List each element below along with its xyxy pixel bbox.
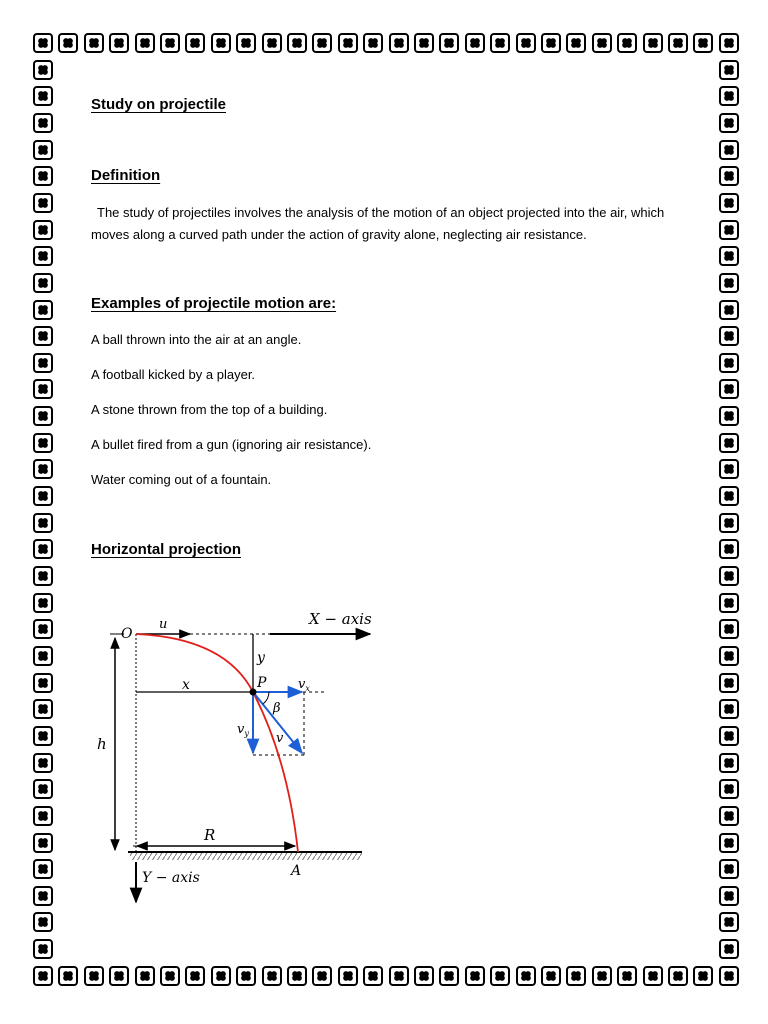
border-tile xyxy=(58,33,78,53)
border-tile xyxy=(541,966,561,986)
border-tile xyxy=(719,566,739,586)
example-item: A stone thrown from the top of a building. xyxy=(91,402,328,417)
border-tile xyxy=(33,193,53,213)
border-tile xyxy=(33,886,53,906)
border-tile xyxy=(236,33,256,53)
definition-text: The study of projectiles involves the analysis of the motion of an object projected into the air, which moves along a curved path under the action of gravity alone, neglecting air resistance. xyxy=(91,205,665,242)
border-tile xyxy=(719,486,739,506)
border-tile xyxy=(719,273,739,293)
border-tile xyxy=(719,326,739,346)
example-item: A bullet fired from a gun (ignoring air resistance). xyxy=(91,437,372,452)
v-label: v xyxy=(276,731,284,746)
border-tile xyxy=(719,619,739,639)
border-tile xyxy=(33,140,53,160)
border-tile xyxy=(719,833,739,853)
border-tile xyxy=(338,966,358,986)
border-tile xyxy=(719,193,739,213)
border-tile xyxy=(719,593,739,613)
h-label: h xyxy=(97,735,107,753)
border-tile xyxy=(363,33,383,53)
border-tile xyxy=(490,33,510,53)
border-tile xyxy=(84,33,104,53)
border-tile xyxy=(33,220,53,240)
border-tile xyxy=(33,939,53,959)
border-tile xyxy=(643,966,663,986)
border-tile xyxy=(338,33,358,53)
border-tile xyxy=(33,60,53,80)
border-tile xyxy=(33,113,53,133)
beta-label: β xyxy=(273,701,281,716)
border-tile xyxy=(312,966,332,986)
border-tile xyxy=(33,806,53,826)
border-tile xyxy=(33,273,53,293)
border-tile xyxy=(643,33,663,53)
border-tile xyxy=(719,113,739,133)
border-tile xyxy=(33,833,53,853)
border-tile xyxy=(160,33,180,53)
border-tile xyxy=(719,60,739,80)
border-tile xyxy=(719,433,739,453)
a-label: A xyxy=(291,863,302,879)
origin-label: O xyxy=(121,626,133,642)
border-tile xyxy=(414,966,434,986)
border-tile xyxy=(693,966,713,986)
border-tile xyxy=(719,86,739,106)
border-tile xyxy=(33,33,53,53)
border-tile xyxy=(389,966,409,986)
border-tile xyxy=(719,220,739,240)
examples-heading: Examples of projectile motion are: xyxy=(91,295,337,312)
border-tile xyxy=(719,513,739,533)
border-tile xyxy=(719,459,739,479)
border-tile xyxy=(33,326,53,346)
border-tile xyxy=(439,966,459,986)
border-tile xyxy=(84,966,104,986)
beta-arc xyxy=(263,692,269,704)
border-tile xyxy=(262,966,282,986)
border-tile xyxy=(33,513,53,533)
border-tile xyxy=(719,806,739,826)
border-tile xyxy=(287,33,307,53)
example-item: Water coming out of a fountain. xyxy=(91,472,272,487)
border-tile xyxy=(33,379,53,399)
border-tile xyxy=(719,166,739,186)
border-tile xyxy=(719,246,739,266)
border-tile xyxy=(617,966,637,986)
border-tile xyxy=(33,166,53,186)
border-tile xyxy=(185,966,205,986)
border-tile xyxy=(592,966,612,986)
border-tile xyxy=(693,33,713,53)
ground-hatch xyxy=(130,852,362,860)
border-tile xyxy=(33,353,53,373)
border-tile xyxy=(719,673,739,693)
border-tile xyxy=(719,406,739,426)
border-tile xyxy=(516,33,536,53)
border-tile xyxy=(33,593,53,613)
y-label: y xyxy=(257,650,265,666)
border-tile xyxy=(490,966,510,986)
example-item: A ball thrown into the air at an angle. xyxy=(91,332,302,347)
border-tile xyxy=(541,33,561,53)
border-tile xyxy=(109,966,129,986)
border-tile xyxy=(33,86,53,106)
border-tile xyxy=(719,353,739,373)
border-tile xyxy=(566,966,586,986)
border-tile xyxy=(592,33,612,53)
border-tile xyxy=(719,753,739,773)
border-tile xyxy=(363,966,383,986)
border-tile xyxy=(33,539,53,559)
trajectory-curve xyxy=(136,634,298,852)
x-axis-label: X − axis xyxy=(309,610,372,628)
r-label: R xyxy=(204,826,216,844)
border-tile xyxy=(160,966,180,986)
border-tile xyxy=(33,966,53,986)
point-p xyxy=(250,689,257,696)
border-tile xyxy=(33,699,53,719)
border-tile xyxy=(33,753,53,773)
border-tile xyxy=(33,779,53,799)
border-tile xyxy=(389,33,409,53)
vy-label: $v_y$ xyxy=(237,722,249,738)
border-tile xyxy=(58,966,78,986)
border-tile xyxy=(668,33,688,53)
border-tile xyxy=(312,33,332,53)
border-tile xyxy=(719,646,739,666)
border-tile xyxy=(33,619,53,639)
border-tile xyxy=(211,966,231,986)
border-tile xyxy=(719,300,739,320)
border-tile xyxy=(719,33,739,53)
border-tile xyxy=(719,939,739,959)
border-tile xyxy=(719,859,739,879)
border-tile xyxy=(33,673,53,693)
border-tile xyxy=(617,33,637,53)
border-tile xyxy=(465,966,485,986)
border-tile xyxy=(719,726,739,746)
border-tile xyxy=(33,859,53,879)
border-tile xyxy=(185,33,205,53)
definition-heading: Definition xyxy=(91,167,161,184)
projectile-diagram xyxy=(90,600,390,910)
border-tile xyxy=(465,33,485,53)
border-tile xyxy=(719,912,739,932)
border-tile xyxy=(719,886,739,906)
p-label: P xyxy=(257,675,267,691)
border-tile xyxy=(33,912,53,932)
border-tile xyxy=(719,140,739,160)
border-tile xyxy=(719,966,739,986)
border-tile xyxy=(211,33,231,53)
border-tile xyxy=(719,539,739,559)
border-tile xyxy=(566,33,586,53)
border-tile xyxy=(33,646,53,666)
border-tile xyxy=(33,300,53,320)
y-axis-label: Y − axis xyxy=(142,870,200,886)
border-tile xyxy=(516,966,536,986)
border-tile xyxy=(236,966,256,986)
border-tile xyxy=(439,33,459,53)
border-tile xyxy=(33,566,53,586)
example-item: A football kicked by a player. xyxy=(91,367,256,382)
page-title: Study on projectile xyxy=(91,96,227,113)
border-tile xyxy=(135,33,155,53)
border-tile xyxy=(33,486,53,506)
border-tile xyxy=(33,246,53,266)
border-tile xyxy=(719,699,739,719)
horizontal-projection-heading: Horizontal projection xyxy=(91,541,241,558)
u-label: u xyxy=(159,617,168,632)
border-tile xyxy=(33,406,53,426)
border-tile xyxy=(414,33,434,53)
border-tile xyxy=(262,33,282,53)
border-tile xyxy=(719,379,739,399)
border-tile xyxy=(33,726,53,746)
x-label: x xyxy=(182,677,190,693)
border-tile xyxy=(719,779,739,799)
border-tile xyxy=(109,33,129,53)
vx-label: $v_x$ xyxy=(298,677,310,693)
border-tile xyxy=(135,966,155,986)
border-tile xyxy=(33,433,53,453)
border-tile xyxy=(668,966,688,986)
border-tile xyxy=(287,966,307,986)
border-tile xyxy=(33,459,53,479)
